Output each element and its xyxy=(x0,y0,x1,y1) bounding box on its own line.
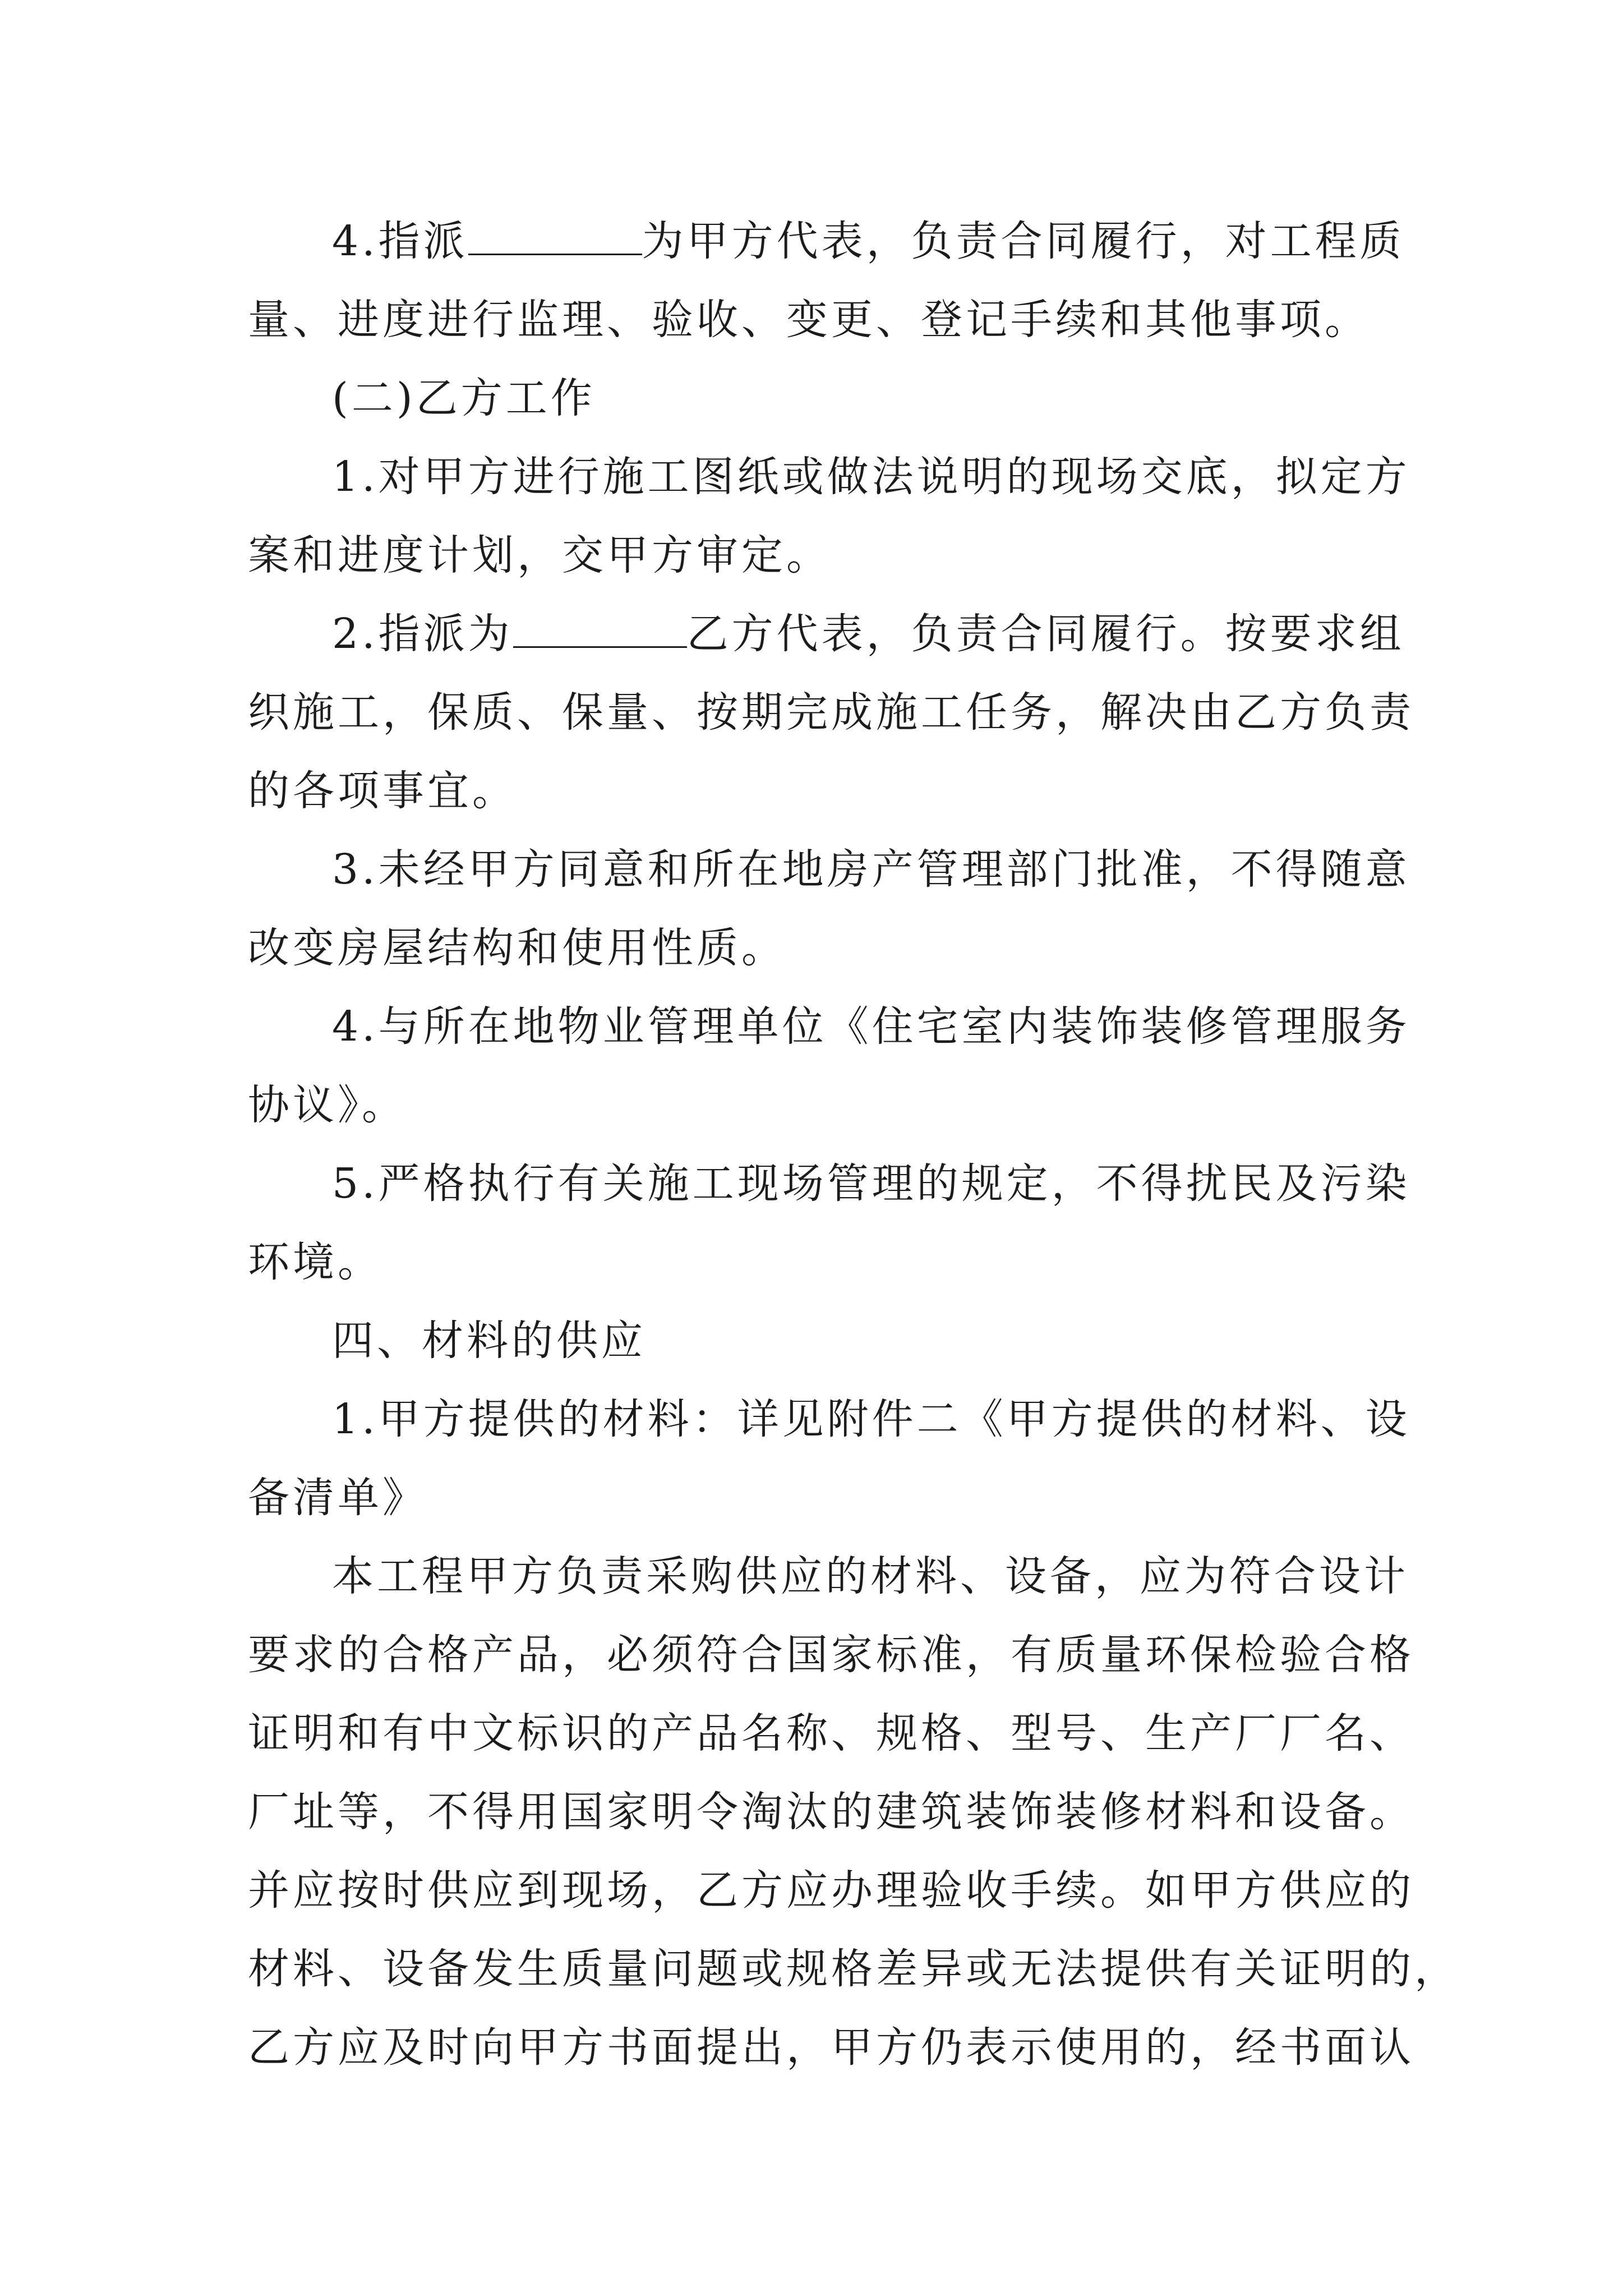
clause-text: 2.指派为 xyxy=(332,610,513,658)
clause-text: 的各项事宜。 xyxy=(248,767,517,815)
clause-text: 协议》。 xyxy=(248,1081,407,1129)
clause-text: 织施工，保质、保量、按期完成施工任务，解决由乙方负责 xyxy=(248,688,1414,737)
clause-b2 xyxy=(248,595,1414,830)
clause-text: 并应按时供应到现场，乙方应办理验收手续。如甲方供应的 xyxy=(248,1866,1414,1915)
clause-text: 5.严格执行有关施工现场管理的规定，不得扰民及污染 xyxy=(332,1159,1410,1208)
clause-text: 4.指派 xyxy=(332,217,468,265)
clause-b4 xyxy=(248,987,1410,1144)
blank-field xyxy=(513,607,687,648)
clause-text: 1.对甲方进行施工图纸或做法说明的现场交底，拟定方 xyxy=(332,453,1410,501)
clause-b5 xyxy=(248,1144,1410,1301)
clause-text: 环境。 xyxy=(248,1238,382,1286)
clause-text: 为甲方代表，负责合同履行，对工程质 xyxy=(642,217,1405,265)
clause-text: 要求的合格产品，必须符合国家标准，有质量环保检验合格 xyxy=(248,1631,1414,1679)
clause-text: 本工程甲方负责采购供应的材料、设备，应为符合设计 xyxy=(332,1552,1409,1600)
heading-text: (二)乙方工作 xyxy=(332,374,596,422)
clause-text: 乙方代表，负责合同履行。按要求组 xyxy=(686,610,1405,658)
clause-text: 备清单》 xyxy=(248,1474,427,1522)
clause-text: 3.未经甲方同意和所在地房产管理部门批准，不得随意 xyxy=(332,845,1410,894)
contract-text xyxy=(248,202,1459,2087)
clause-b1 xyxy=(248,438,1410,595)
clause-text: 1.甲方提供的材料：详见附件二《甲方提供的材料、设 xyxy=(332,1395,1410,1443)
clause-text: 改变房屋结构和使用性质。 xyxy=(248,924,786,972)
clause-4-representative xyxy=(248,202,1405,359)
clause-text: 案和进度计划，交甲方审定。 xyxy=(248,531,831,579)
section-heading-party-b xyxy=(248,359,1386,438)
clause-text: 乙方应及时向甲方书面提出，甲方仍表示使用的，经书面认 xyxy=(248,2023,1414,2072)
section-heading-materials xyxy=(248,1301,1386,1380)
blank-field xyxy=(468,214,642,255)
clause-text: 量、进度进行监理、验收、变更、登记手续和其他事项。 xyxy=(248,296,1370,344)
clause-materials-1 xyxy=(248,1380,1410,1537)
clause-text: 厂址等，不得用国家明令淘汰的建筑装饰装修材料和设备。 xyxy=(248,1788,1414,1836)
clause-text: 证明和有中文标识的产品名称、规格、型号、生产厂厂名、 xyxy=(248,1709,1414,1757)
clause-materials-body xyxy=(248,1537,1459,2087)
clause-text: 4.与所在地物业管理单位《住宅室内装饰装修管理服务 xyxy=(332,1002,1410,1051)
clause-b3 xyxy=(248,830,1410,987)
clause-text: 材料、设备发生质量问题或规格差异或无法提供有关证明的， xyxy=(248,1945,1459,1993)
heading-text: 四、材料的供应 xyxy=(332,1317,646,1365)
